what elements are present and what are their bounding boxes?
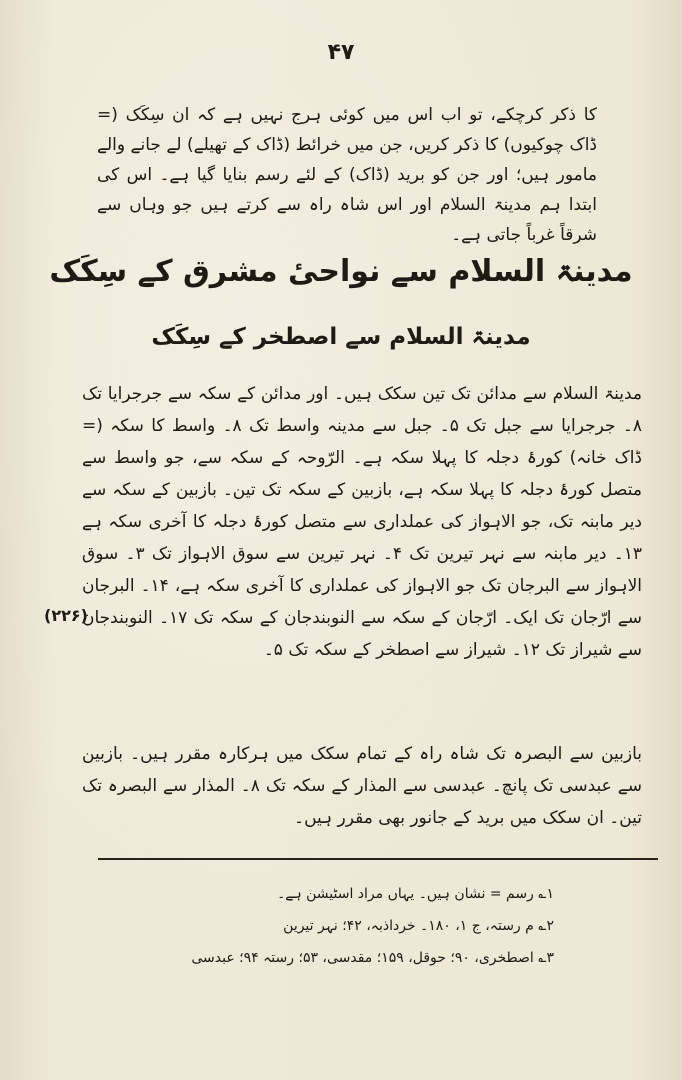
section-subheading: مدینۃ السلام سے اصطخر کے سِکَک [151,324,531,350]
footnotes [114,878,554,974]
route-text: مدینۃ السلام سے مدائن تک تین سکک ہیں۔ اور مدائن کے سکہ سے جرجرایا تک ۸۔ جرجرایا سے جبل تک ۵۔ جبل سے مدینہ واسط تک ۸۔ واسط کا سکہ (= ڈاک خانہ) کورۂ دجلہ کا پہلا سکہ ہے۔ الرّوحہ کے سکہ سے، جو واسط سے متصل کورۂ دجلہ کا پہلا سکہ ہے، بازبین کے سکہ تک تین۔ بازبین کے سکہ سے دیر مابنہ تک، جو الاہواز کی عملداری سے متصل کورۂ دجلہ کا آخری سکہ ہے ۱۳۔ دیر مابنہ سے نہر تیرین تک ۴۔ نہر تیرین سے سوق الاہواز تک ۳۔ سوق الاہواز سے البرجان تک جو الاہواز کی عملداری کا آخری سکہ ہے، ۱۴۔ البرجان سے ارّجان تک ایک۔ ارّجان کے سکہ سے النوبندجان کے سکہ تک ۱۷۔ النوبندجان سے شیراز تک ۱۲۔ شیراز سے اصطخر کے سکہ تک ۵۔ [82,384,642,660]
footnote-item: ۲؎ م رستہ، ج ۱، ۱۸۰۔ خرداذبہ، ۴۲؛ نہر تیرین [283,918,554,934]
page-number: ۴۷ [327,40,355,65]
margin-reference-number: (۲۲۶) [44,606,88,625]
closing-paragraph [82,738,642,834]
footnote-item: ۳؎ اصطخری، ۹۰؛ حوقل، ۱۵۹؛ مقدسی، ۵۳؛ رستہ ۹۴؛ عبدسی [191,950,554,966]
footnote-item: ۱؎ رسم = نشان ہیں۔ یہاں مراد اسٹیشن ہے۔ [277,886,554,902]
intro-paragraph [97,100,597,250]
footnote-divider [98,858,658,860]
intro-text: کا ذکر کرچکے، تو اب اس میں کوئی ہرج نہیں ہے کہ ان سِکَک (= ڈاک چوکیوں) کا ذکر کریں، جن میں خرائط (ڈاک کے تھیلے) لے جانے والے مامور ہیں؛ اور جن کو برید (ڈاک) کے لئے رسم بنایا گیا ہے۔ اس کی ابتدا ہم مدینۃ السلام اور اس شاہ راہ سے کرتے ہیں جو وہاں سے شرقاً غرباً جاتی ہے۔ [97,105,597,245]
route-paragraph [82,378,642,666]
closing-text: بازبین سے البصرہ تک شاہ راہ کے تمام سکک میں ہرکارہ مقرر ہیں۔ بازبین سے عبدسی تک پانچ۔ عبدسی سے المذار کے سکہ تک ۸۔ المذار سے البصرہ تک تین۔ ان سکک میں برید کے جانور بھی مقرر ہیں۔ [82,744,642,828]
section-heading: مدینۃ السلام سے نواحیٔ مشرق کے سِکَک [49,254,633,289]
